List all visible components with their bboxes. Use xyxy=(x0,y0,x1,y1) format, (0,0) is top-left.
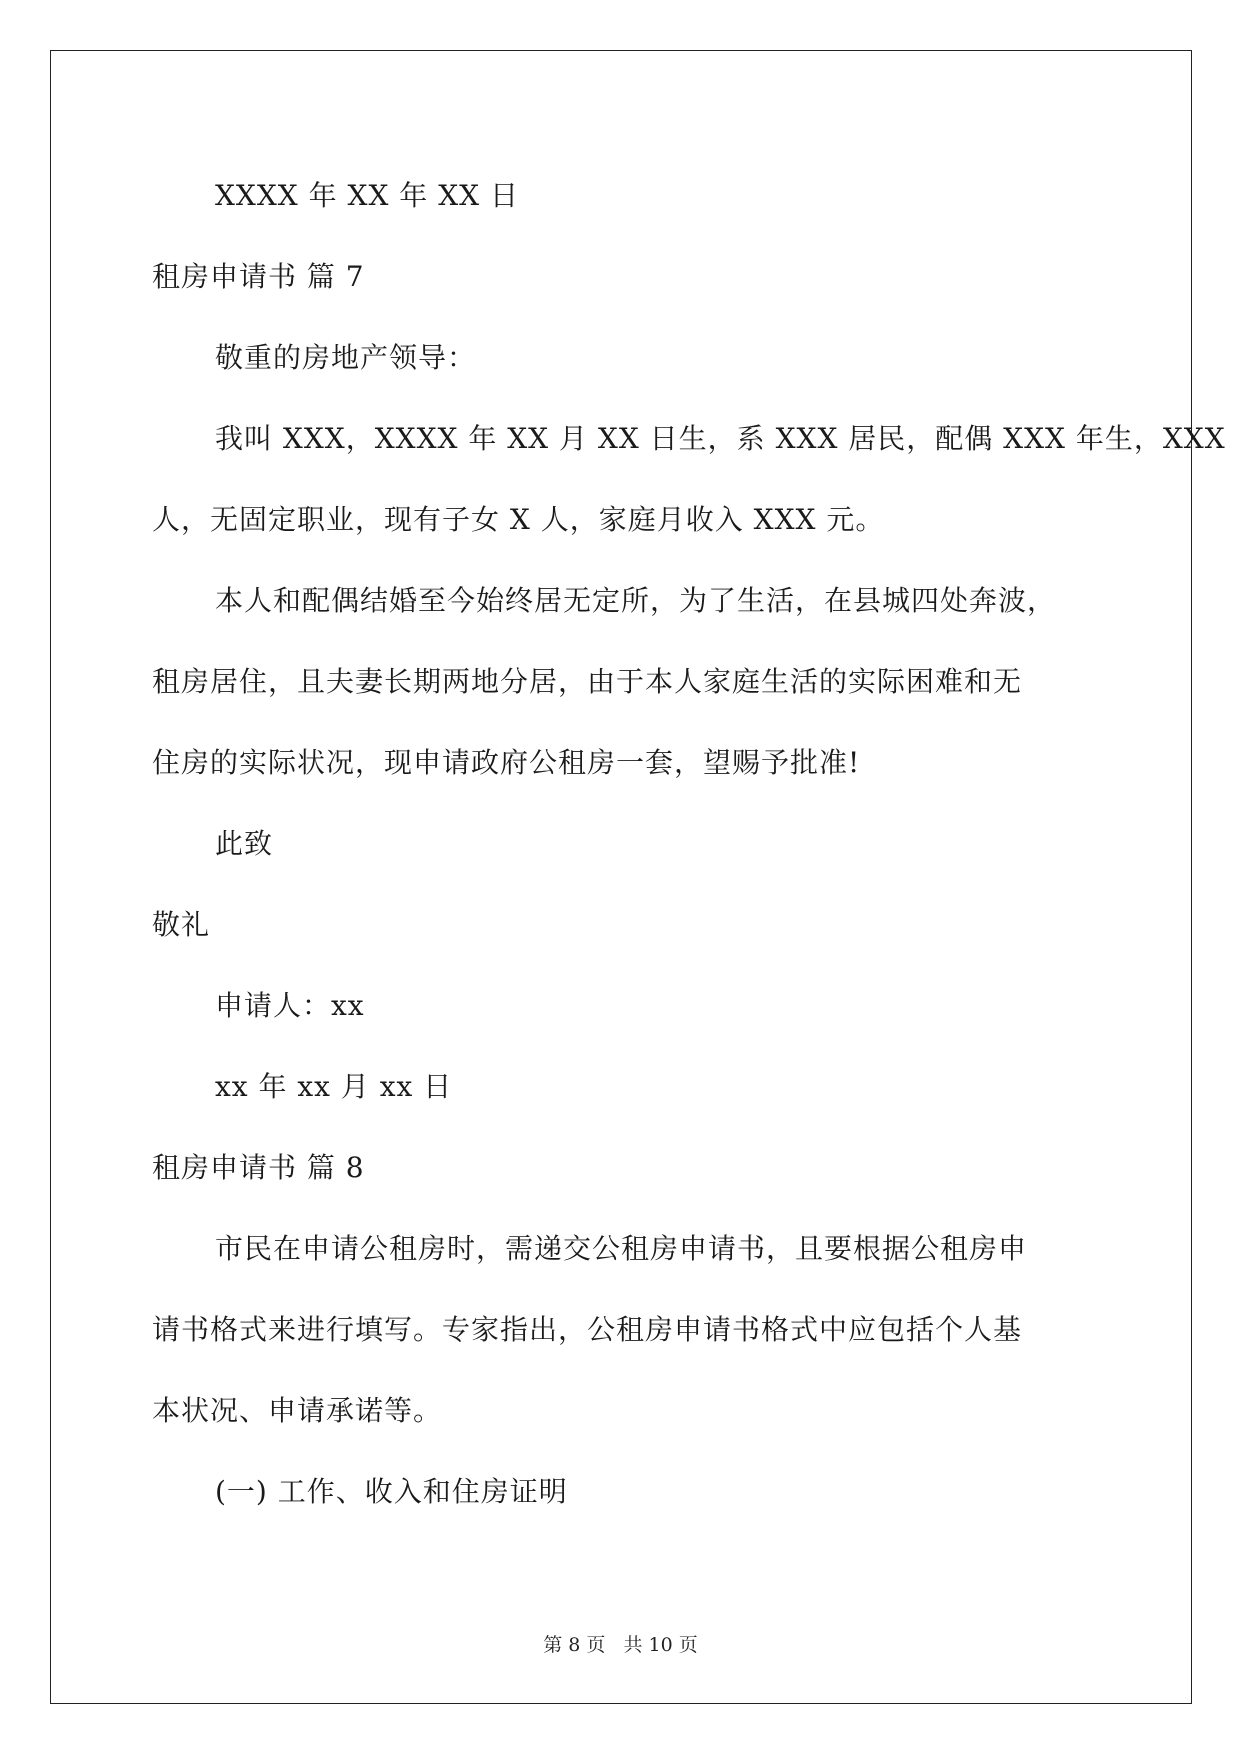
page-footer xyxy=(0,1630,1241,1657)
paragraph-line: 我叫 XXX，XXXX 年 XX 月 XX 日生，系 XXX 居民，配偶 XXX 年生，XXX xyxy=(215,422,1226,455)
paragraph-line: 市民在申请公租房时，需递交公租房申请书，且要根据公租房申 xyxy=(215,1232,1028,1265)
signature-date: xx 年 xx 月 xx 日 xyxy=(215,1070,453,1103)
closing-regards: 敬礼 xyxy=(152,908,211,941)
section-heading-8: 租房申请书 篇 8 xyxy=(152,1151,365,1184)
paragraph-line: 租房居住，且夫妻长期两地分居，由于本人家庭生活的实际困难和无 xyxy=(152,665,1023,698)
salutation: 敬重的房地产领导： xyxy=(215,341,477,374)
applicant-line: 申请人：xx xyxy=(215,989,365,1022)
paragraph-line: 人，无固定职业，现有子女 X 人，家庭月收入 XXX 元。 xyxy=(152,503,885,536)
subsection-heading: (一) 工作、收入和住房证明 xyxy=(215,1475,568,1508)
paragraph-line: 住房的实际状况，现申请政府公租房一套，望赐予批准! xyxy=(152,746,861,779)
paragraph-line: 本状况、申请承诺等。 xyxy=(152,1394,443,1427)
closing-line: 此致 xyxy=(215,827,274,860)
paragraph-line: 请书格式来进行填写。专家指出，公租房申请书格式中应包括个人基 xyxy=(152,1313,1023,1346)
page-total: 共 10 页 xyxy=(623,1634,698,1656)
paragraph-line: 本人和配偶结婚至今始终居无定所，为了生活，在县城四处奔波， xyxy=(215,584,1057,617)
date-line: XXXX 年 XX 年 XX 日 xyxy=(215,179,519,212)
section-heading-7: 租房申请书 篇 7 xyxy=(152,260,365,293)
page-number: 第 8 页 xyxy=(543,1634,606,1656)
document-body xyxy=(152,155,1226,1532)
